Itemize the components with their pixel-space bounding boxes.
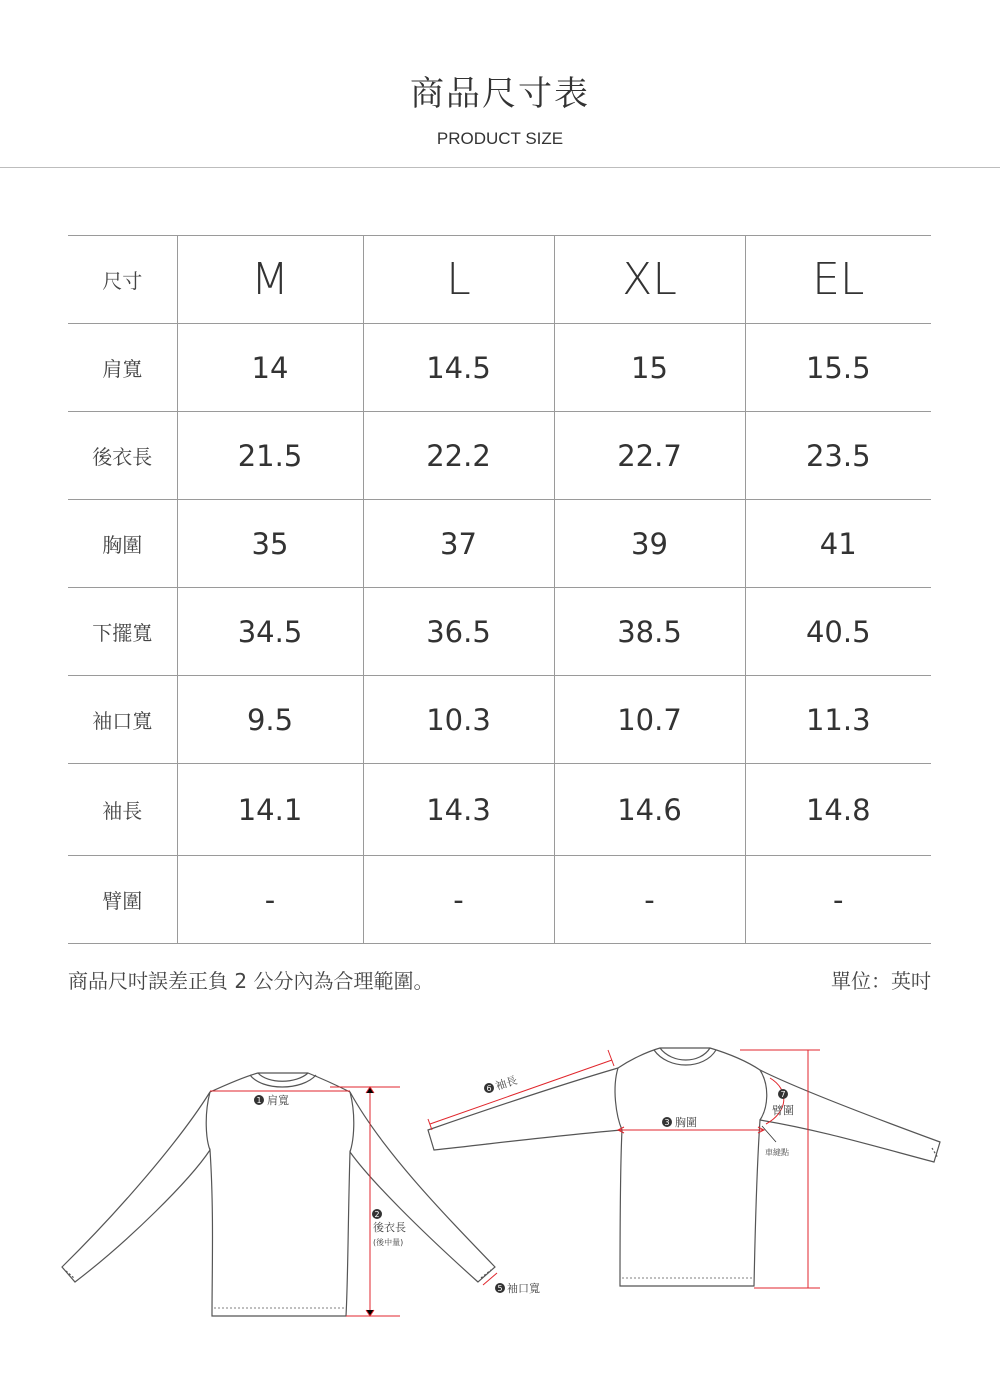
table-cell: 22.2: [363, 412, 554, 500]
table-row: [68, 588, 931, 676]
table-cell: -: [745, 856, 931, 944]
table-row: [68, 764, 931, 856]
table-cell: 15.5: [745, 324, 931, 412]
sleeve-label: 袖長: [493, 1073, 519, 1093]
page-title: 商品尺寸表: [410, 74, 590, 114]
marker-5-num: 5: [497, 1284, 503, 1293]
header: [0, 0, 1000, 168]
size-header-m: M: [177, 236, 363, 324]
row-label: 胸圍: [68, 500, 177, 588]
marker-6-num: 6: [486, 1084, 492, 1093]
table-cell: -: [363, 856, 554, 944]
table-cell: 15: [554, 324, 745, 412]
seam-label: 車縫點: [765, 1148, 789, 1157]
corner-label: 尺寸: [68, 236, 177, 324]
table-cell: 14.1: [177, 764, 363, 856]
chest-label: 胸圍: [675, 1116, 697, 1129]
marker-7-num: 7: [780, 1090, 786, 1099]
marker-3-num: 3: [664, 1118, 670, 1127]
table-cell: 40.5: [745, 588, 931, 676]
total-length-measure-line: [740, 1050, 820, 1288]
shoulder-label: 肩寬: [267, 1094, 289, 1107]
table-row: [68, 500, 931, 588]
header-divider: [0, 167, 1000, 168]
marker-1-num: 1: [256, 1096, 262, 1105]
garment-diagram: [0, 1020, 1000, 1330]
table-cell: 14.3: [363, 764, 554, 856]
row-label: 肩寬: [68, 324, 177, 412]
table-row: [68, 412, 931, 500]
row-label: 下擺寬: [68, 588, 177, 676]
table-cell: 21.5: [177, 412, 363, 500]
table-cell: 22.7: [554, 412, 745, 500]
table-row: [68, 856, 931, 944]
table-cell: 38.5: [554, 588, 745, 676]
arm-measure-line: [766, 1078, 784, 1124]
size-header-l: L: [363, 236, 554, 324]
marker-2-num: 2: [374, 1210, 380, 1219]
table-row: [68, 676, 931, 764]
page-subtitle: PRODUCT SIZE: [436, 129, 564, 148]
table-cell: 35: [177, 500, 363, 588]
row-label: 袖長: [68, 764, 177, 856]
tolerance-note: 商品尺吋誤差正負 2 公分內為合理範圍。: [68, 969, 434, 993]
table-cell: 41: [745, 500, 931, 588]
seam-pointer-line: [762, 1126, 776, 1142]
row-label: 袖口寬: [68, 676, 177, 764]
table-cell: 14: [177, 324, 363, 412]
back-view-shirt-illustration: [62, 1073, 495, 1316]
sleeve-length-measure-line: [428, 1050, 614, 1130]
table-cell: 34.5: [177, 588, 363, 676]
arm-label: 臂圍: [772, 1104, 794, 1117]
unit-label: 單位：英吋: [831, 969, 931, 993]
back-length-measure-line: [330, 1087, 400, 1316]
table-cell: 10.3: [363, 676, 554, 764]
table-cell: 9.5: [177, 676, 363, 764]
row-label: 臂圍: [68, 856, 177, 944]
back-length-label: 後衣長: [373, 1221, 406, 1234]
table-cell: 14.8: [745, 764, 931, 856]
table-header-row: [68, 236, 931, 324]
table-cell: 37: [363, 500, 554, 588]
table-cell: 14.5: [363, 324, 554, 412]
size-table: [68, 235, 931, 944]
table-cell: 39: [554, 500, 745, 588]
back-length-sub: (後中量): [373, 1238, 404, 1247]
table-cell: 10.7: [554, 676, 745, 764]
table-cell: 11.3: [745, 676, 931, 764]
size-header-xl: XL: [554, 236, 745, 324]
row-label: 後衣長: [68, 412, 177, 500]
size-header-el: EL: [745, 236, 931, 324]
table-cell: -: [177, 856, 363, 944]
table-cell: 23.5: [745, 412, 931, 500]
table-cell: -: [554, 856, 745, 944]
table-row: [68, 324, 931, 412]
cuff-label: 袖口寬: [507, 1282, 540, 1295]
table-cell: 14.6: [554, 764, 745, 856]
table-cell: 36.5: [363, 588, 554, 676]
